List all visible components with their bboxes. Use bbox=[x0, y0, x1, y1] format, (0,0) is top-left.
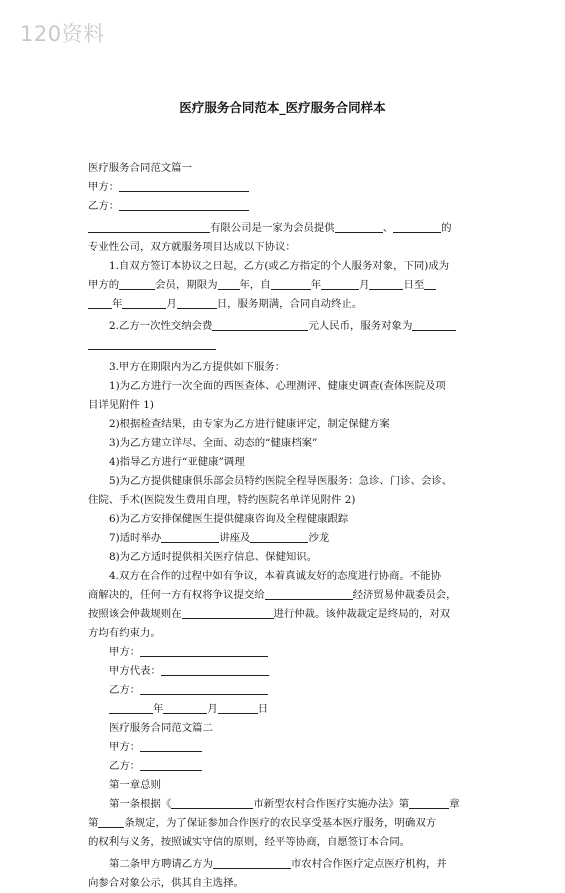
service-5-line-2: 住院、手术(医院发生费用自理，特约医院名单详见附件 2) bbox=[88, 494, 356, 506]
clause-3-heading: 3.甲方在期限内为乙方提供如下服务： bbox=[109, 361, 286, 373]
party-b-blank bbox=[119, 197, 249, 211]
intro-line-1: 有限公司是一家为会员提供 、 的 bbox=[88, 219, 482, 238]
clause-2-line-2 bbox=[88, 336, 482, 355]
clause-4-line-4: 方均有约束力。 bbox=[88, 627, 161, 639]
service-3: 3)为乙方建立详尽、全面、动态的“健康档案” bbox=[109, 437, 318, 449]
clause-1-line-2: 甲方的 会员，期限为 年，自 年 月 日至 bbox=[88, 276, 482, 295]
party-a-line: 甲方： bbox=[88, 178, 482, 197]
service-2: 2)根据检查结果，由专家为乙方进行健康评定，制定保健方案 bbox=[109, 418, 390, 430]
clause-4-line-2: 商解决的，任何一方有权将争议提交给 经济贸易仲裁委员会， bbox=[88, 586, 482, 605]
service-7: 7)适时举办 讲座及 沙龙 bbox=[88, 529, 482, 548]
article-2-line-2: 向参合对象公示，供其自主选择。 bbox=[88, 877, 244, 889]
sign-date: 年 月 日 bbox=[88, 700, 482, 719]
service-4: 4)指导乙方进行“亚健康”调理 bbox=[109, 456, 245, 468]
clause-1-line-3: 年 月 日，服务期满，合同自动终止。 bbox=[88, 295, 482, 314]
document-title: 医疗服务合同范本_医疗服务合同样本 bbox=[179, 100, 386, 115]
section-heading-1: 医疗服务合同范文篇一 bbox=[88, 162, 192, 174]
watermark: 120资料 bbox=[20, 22, 105, 46]
sign-party-a-rep: 甲方代表： bbox=[88, 662, 482, 681]
section-heading-2: 医疗服务合同范文篇二 bbox=[109, 722, 213, 734]
clause-4-line-3: 按照该会仲裁规则在 进行仲裁。该仲裁裁定是终局的，对双 bbox=[88, 605, 482, 624]
article-1-line-2: 第 条规定，为了保证参加合作医疗的农民享受基本医疗服务，明确双方 bbox=[88, 814, 482, 833]
party-b-line: 乙方： bbox=[88, 197, 482, 216]
service-1-line-1: 1)为乙方进行一次全面的西医查体、心理测评、健康史调查(查体医院及项 bbox=[109, 380, 446, 392]
service-5-line-1: 5)为乙方提供健康俱乐部会员特约医院全程导医服务：急诊、门诊、会诊、 bbox=[109, 475, 453, 487]
article-2-line-1: 第二条甲方聘请乙方为 市农村合作医疗定点医疗机构，并 bbox=[88, 855, 482, 874]
clause-4-line-1: 4.双方在合作的过程中如有争议，本着真诚友好的态度进行协商。不能协 bbox=[109, 570, 442, 582]
sign-party-a: 甲方： bbox=[88, 643, 482, 662]
party-b-line-2: 乙方： bbox=[88, 757, 482, 776]
party-a-blank bbox=[119, 178, 249, 192]
article-1-line-1: 第一条根据《 市新型农村合作医疗实施办法》第 章 bbox=[88, 795, 482, 814]
article-1-line-3: 的权利与义务，按照诚实守信的原则，经平等协商，自愿签订本合同。 bbox=[88, 836, 411, 848]
service-8: 8)为乙方适时提供相关医疗信息、保健知识。 bbox=[109, 551, 318, 563]
chapter-1-heading: 第一章总则 bbox=[109, 779, 161, 791]
service-6: 6)为乙方安排保健医生提供健康咨询及全程健康跟踪 bbox=[109, 513, 349, 525]
party-a-line-2: 甲方： bbox=[88, 738, 482, 757]
sign-party-b: 乙方： bbox=[88, 681, 482, 700]
intro-line-2: 专业性公司，双方就服务项目达成以下协议： bbox=[88, 241, 296, 253]
clause-1-line-1: 1.自双方签订本协议之日起，乙方(或乙方指定的个人服务对象，下同)成为 bbox=[109, 260, 450, 272]
clause-2-line-1: 2.乙方一次性交纳会费 元人民币，服务对象为 bbox=[88, 317, 482, 336]
document-body bbox=[88, 159, 482, 893]
service-1-line-2: 目详见附件 1) bbox=[88, 399, 154, 411]
